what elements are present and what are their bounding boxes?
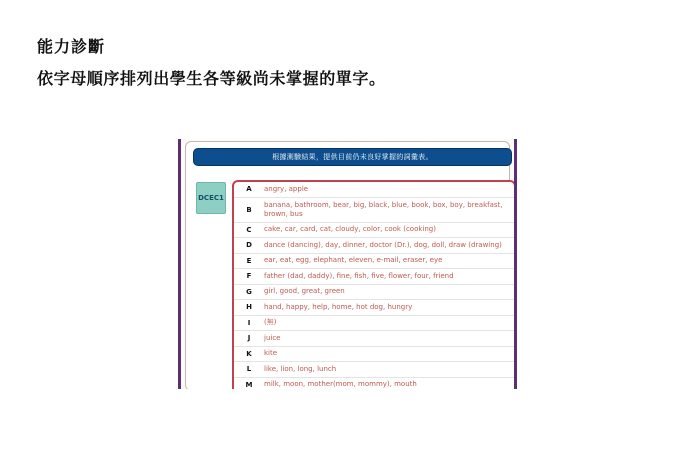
list-item-words: ear, eat, egg, elephant, eleven, e-mail, eraser, eye — [264, 256, 443, 265]
list-item-words: girl, good, great, green — [264, 287, 345, 296]
list-item-letter: B — [246, 205, 252, 214]
list-item — [234, 238, 514, 254]
list-item-letter: H — [246, 303, 252, 312]
list-item-words: like, lion, long, lunch — [264, 364, 337, 373]
list-item-words: dance (dancing), day, dinner, doctor (Dr.), dog, doll, draw (drawing) — [264, 240, 502, 249]
list-item-letter: C — [246, 225, 252, 234]
list-item-words: father (dad, daddy), fine, fish, five, flower, four, friend — [264, 271, 454, 280]
list-item-words: kite — [264, 349, 278, 358]
list-item — [234, 269, 514, 285]
list-item — [234, 362, 514, 378]
list-item-letter: I — [247, 318, 251, 327]
list-item — [234, 316, 514, 332]
list-item-letter: L — [246, 365, 252, 374]
screenshot-panel — [185, 141, 510, 389]
list-item-letter: K — [246, 349, 252, 358]
list-item — [234, 182, 514, 198]
list-item-letter: F — [246, 272, 252, 281]
list-item — [234, 347, 514, 363]
list-item-letter: M — [245, 380, 253, 389]
vocabulary-list — [232, 180, 516, 389]
list-item-letter: D — [246, 241, 252, 250]
level-badge[interactable]: DCEC1 — [196, 182, 226, 214]
list-item — [234, 378, 514, 390]
list-item — [234, 254, 514, 270]
list-item — [234, 285, 514, 301]
list-item-letter: G — [246, 287, 252, 296]
list-item-letter: J — [247, 334, 251, 343]
page-subtitle: 依字母順序排列出學生各等級尚未掌握的單字。 — [37, 69, 386, 88]
list-item — [234, 198, 514, 223]
list-item-words: hand, happy, help, home, hot dog, hungry — [264, 302, 413, 311]
list-item-words: banana, bathroom, bear, big, black, blue, book, box, boy, breakfast, brown, bus — [264, 200, 503, 218]
list-item-words: cake, car, card, cat, cloudy, color, cook (cooking) — [264, 225, 436, 234]
screenshot-frame — [178, 139, 517, 389]
list-item-letter: A — [246, 185, 252, 194]
result-banner: 根據測驗結果，提供目前仍未良好掌握的詞彙表。 — [193, 148, 512, 166]
list-item-words: angry, apple — [264, 184, 309, 193]
list-item — [234, 300, 514, 316]
list-item-words: milk, moon, mother(mom, mommy), mouth — [264, 380, 417, 389]
list-item — [234, 331, 514, 347]
list-item-words: juice — [264, 333, 281, 342]
page-heading: 能力診斷 — [37, 37, 106, 56]
list-item-letter: E — [246, 256, 252, 265]
list-item — [234, 223, 514, 239]
list-item-words: (無) — [264, 318, 277, 327]
